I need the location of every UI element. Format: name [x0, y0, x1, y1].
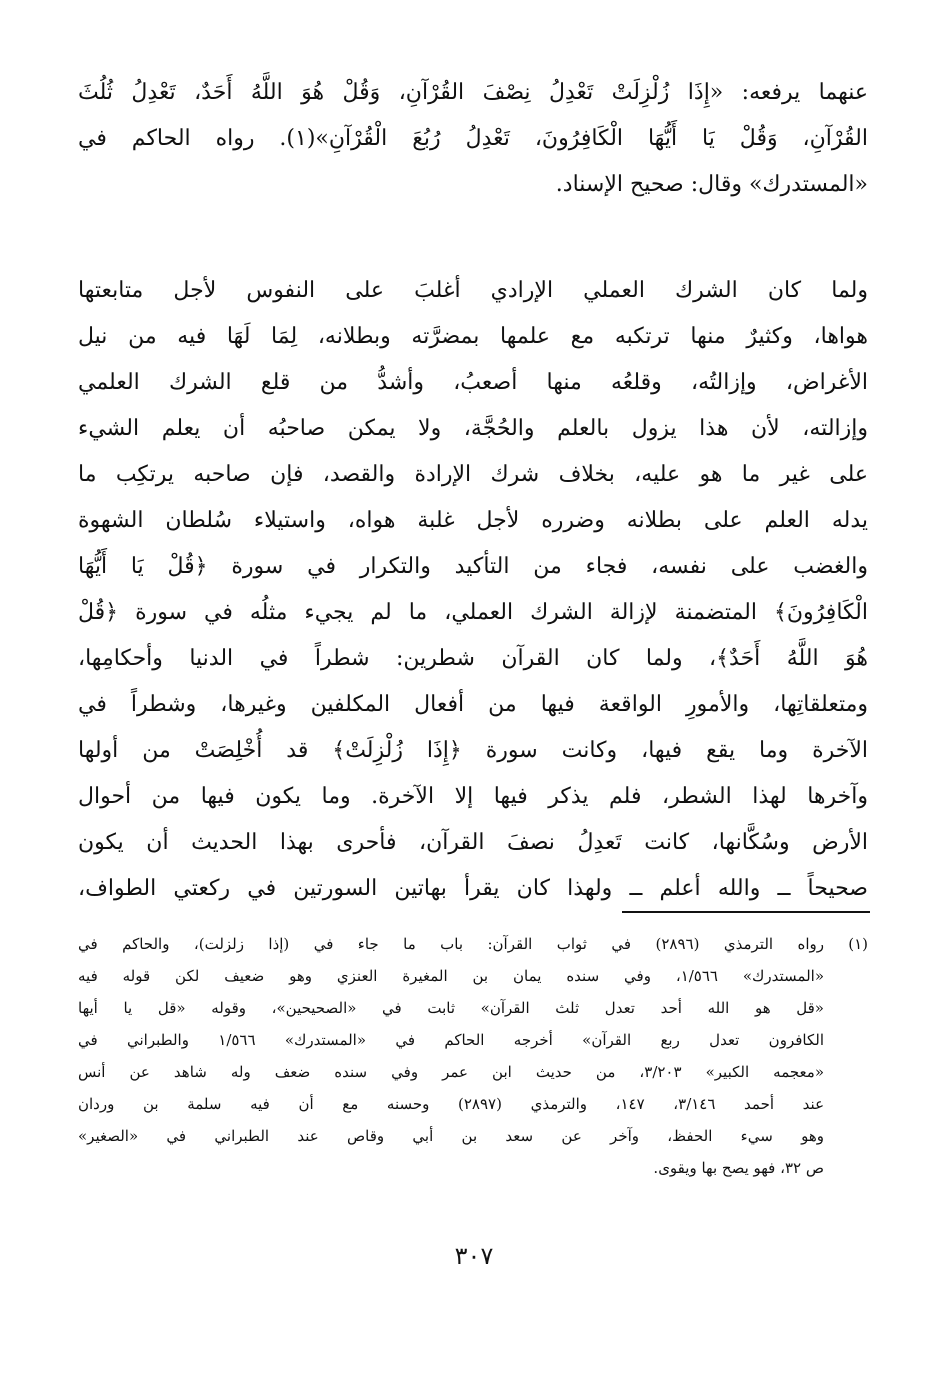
- text-line: وإزالته، لأن هذا يزول بالعلم والحُجَّة، ولا يمكن صاحبُه أن يعلم الشيء: [78, 416, 868, 441]
- text-line: والغضب على نفسه، فجاء من التأكيد والتكرار في سورة ﴿قُلْ يَا أَيُّهَا: [78, 554, 868, 579]
- paragraph-gap: [78, 208, 868, 268]
- text-line: هُوَ اللَّهُ أَحَدٌ﴾، ولما كان القرآن شطرين: شطراً في الدنيا وأحكامِها،: [78, 646, 868, 671]
- text-line: الآخرة وما يقع فيها، وكانت سورة ﴿إِذَا زُلْزِلَتْ﴾ قد أُخْلِصَتْ من أولها: [78, 738, 868, 763]
- text-line: الْكَافِرُونَ﴾ المتضمنة لإزالة الشرك العملي، ما لم يجيء مثلُه في سورة ﴿قُلْ: [78, 600, 868, 625]
- footnote-number: (١): [848, 935, 868, 953]
- text-line: هواها، وكثيرٌ منها ترتكبه مع علمها بمضرَّته وبطلانه، لِمَا لَهَا فيه من نيل: [78, 324, 868, 349]
- text-line: الأغراض، وإزالتُه، وقلعُه منها أصعبُ، وأشدُّ من قلع الشرك العلمي: [78, 370, 868, 395]
- text-line: على غير ما هو عليه، بخلاف شرك الإرادة والقصد، فإن صاحبه يرتكِب ما: [78, 462, 868, 487]
- footnote-line: رواه الترمذي (٢٨٩٦) في ثواب القرآن: باب ما جاء في (إذا زلزلت)، والحاكم في: [78, 935, 824, 953]
- paragraph-2: [78, 268, 868, 912]
- text-line: وآخرها لهذا الشطر، فلم يذكر فيها إلا الآخرة. وما يكون فيها من أحوال: [78, 784, 868, 809]
- text-line: صحيحاً ــ والله أعلم ــ ولهذا كان يقرأ بهاتين السورتين في ركعتي الطواف،: [78, 876, 868, 901]
- footnote-line: عند أحمد ٣/١٤٦، ١٤٧، والترمذي (٢٨٩٧) وحسنه مع أن فيه سلمة بن وردان: [78, 1095, 824, 1113]
- text-line: ولما كان الشرك العملي الإرادي أغلبَ على النفوس لأجل متابعتها: [78, 278, 868, 303]
- footnote-separator: [622, 911, 870, 913]
- text-line: القُرْآنِ، وَقُلْ يَا أَيُّهَا الْكَافِرُونَ، تَعْدِلُ رُبُعَ الْقُرْآنِ»(١). رواه الحاكم في: [78, 126, 868, 151]
- text-line: يدله العلم على بطلانه وضرره لأجل غلبة هواه، واستيلاء سُلطان الشهوة: [78, 508, 868, 533]
- footnote-line: «قل هو الله أحد تعدل ثلث القرآن» ثابت في «الصحيحين»، وقوله «قل يا أيها: [78, 999, 824, 1017]
- footnotes: [78, 928, 868, 1184]
- footnote-line: «معجمه الكبير» ٣/٢٠٣، من حديث ابن عمر وفي سنده ضعف وله شاهد عن أنس: [78, 1063, 824, 1081]
- footnote-line: «المستدرك» ١/٥٦٦، وفي سنده يمان بن المغيرة العنزي وهو ضعيف لكن قوله فيه: [78, 967, 824, 985]
- text-line: عنهما يرفعه: «إِذَا زُلْزِلَتْ تَعْدِلُ نِصْفَ القُرْآنِ، وَقُلْ هُوَ اللَّهُ أَحَدٌ، تَعْدِلُ ثُلُثَ: [78, 80, 868, 105]
- text-line: ومتعلقاتِها، والأمورِ الواقعة فيها من أفعال المكلفين وغيرها، وشطراً في: [78, 692, 868, 717]
- footnote: [78, 928, 868, 1184]
- text-line: «المستدرك» وقال: صحيح الإسناد.: [555, 172, 868, 197]
- page-number: ٣٠٧: [454, 1242, 494, 1270]
- footnote-line: ص ٣٢، فهو يصح بها ويقوى.: [653, 1159, 824, 1177]
- text-line: الأرض وسُكَّانها، كانت تَعدِلُ نصفَ القرآن، فأحرى بهذا الحديث أن يكون: [78, 830, 868, 855]
- footnote-body: [78, 928, 824, 1184]
- footnote-line: وهو سيء الحفظ، وآخر عن سعد بن أبي وقاص عند الطبراني في «الصغير»: [78, 1127, 824, 1145]
- paragraph-1: [78, 70, 868, 208]
- footnote-line: الكافرون تعدل ربع القرآن» أخرجه الحاكم في «المستدرك» ١/٥٦٦ والطبراني في: [78, 1031, 824, 1049]
- main-text: [78, 70, 868, 912]
